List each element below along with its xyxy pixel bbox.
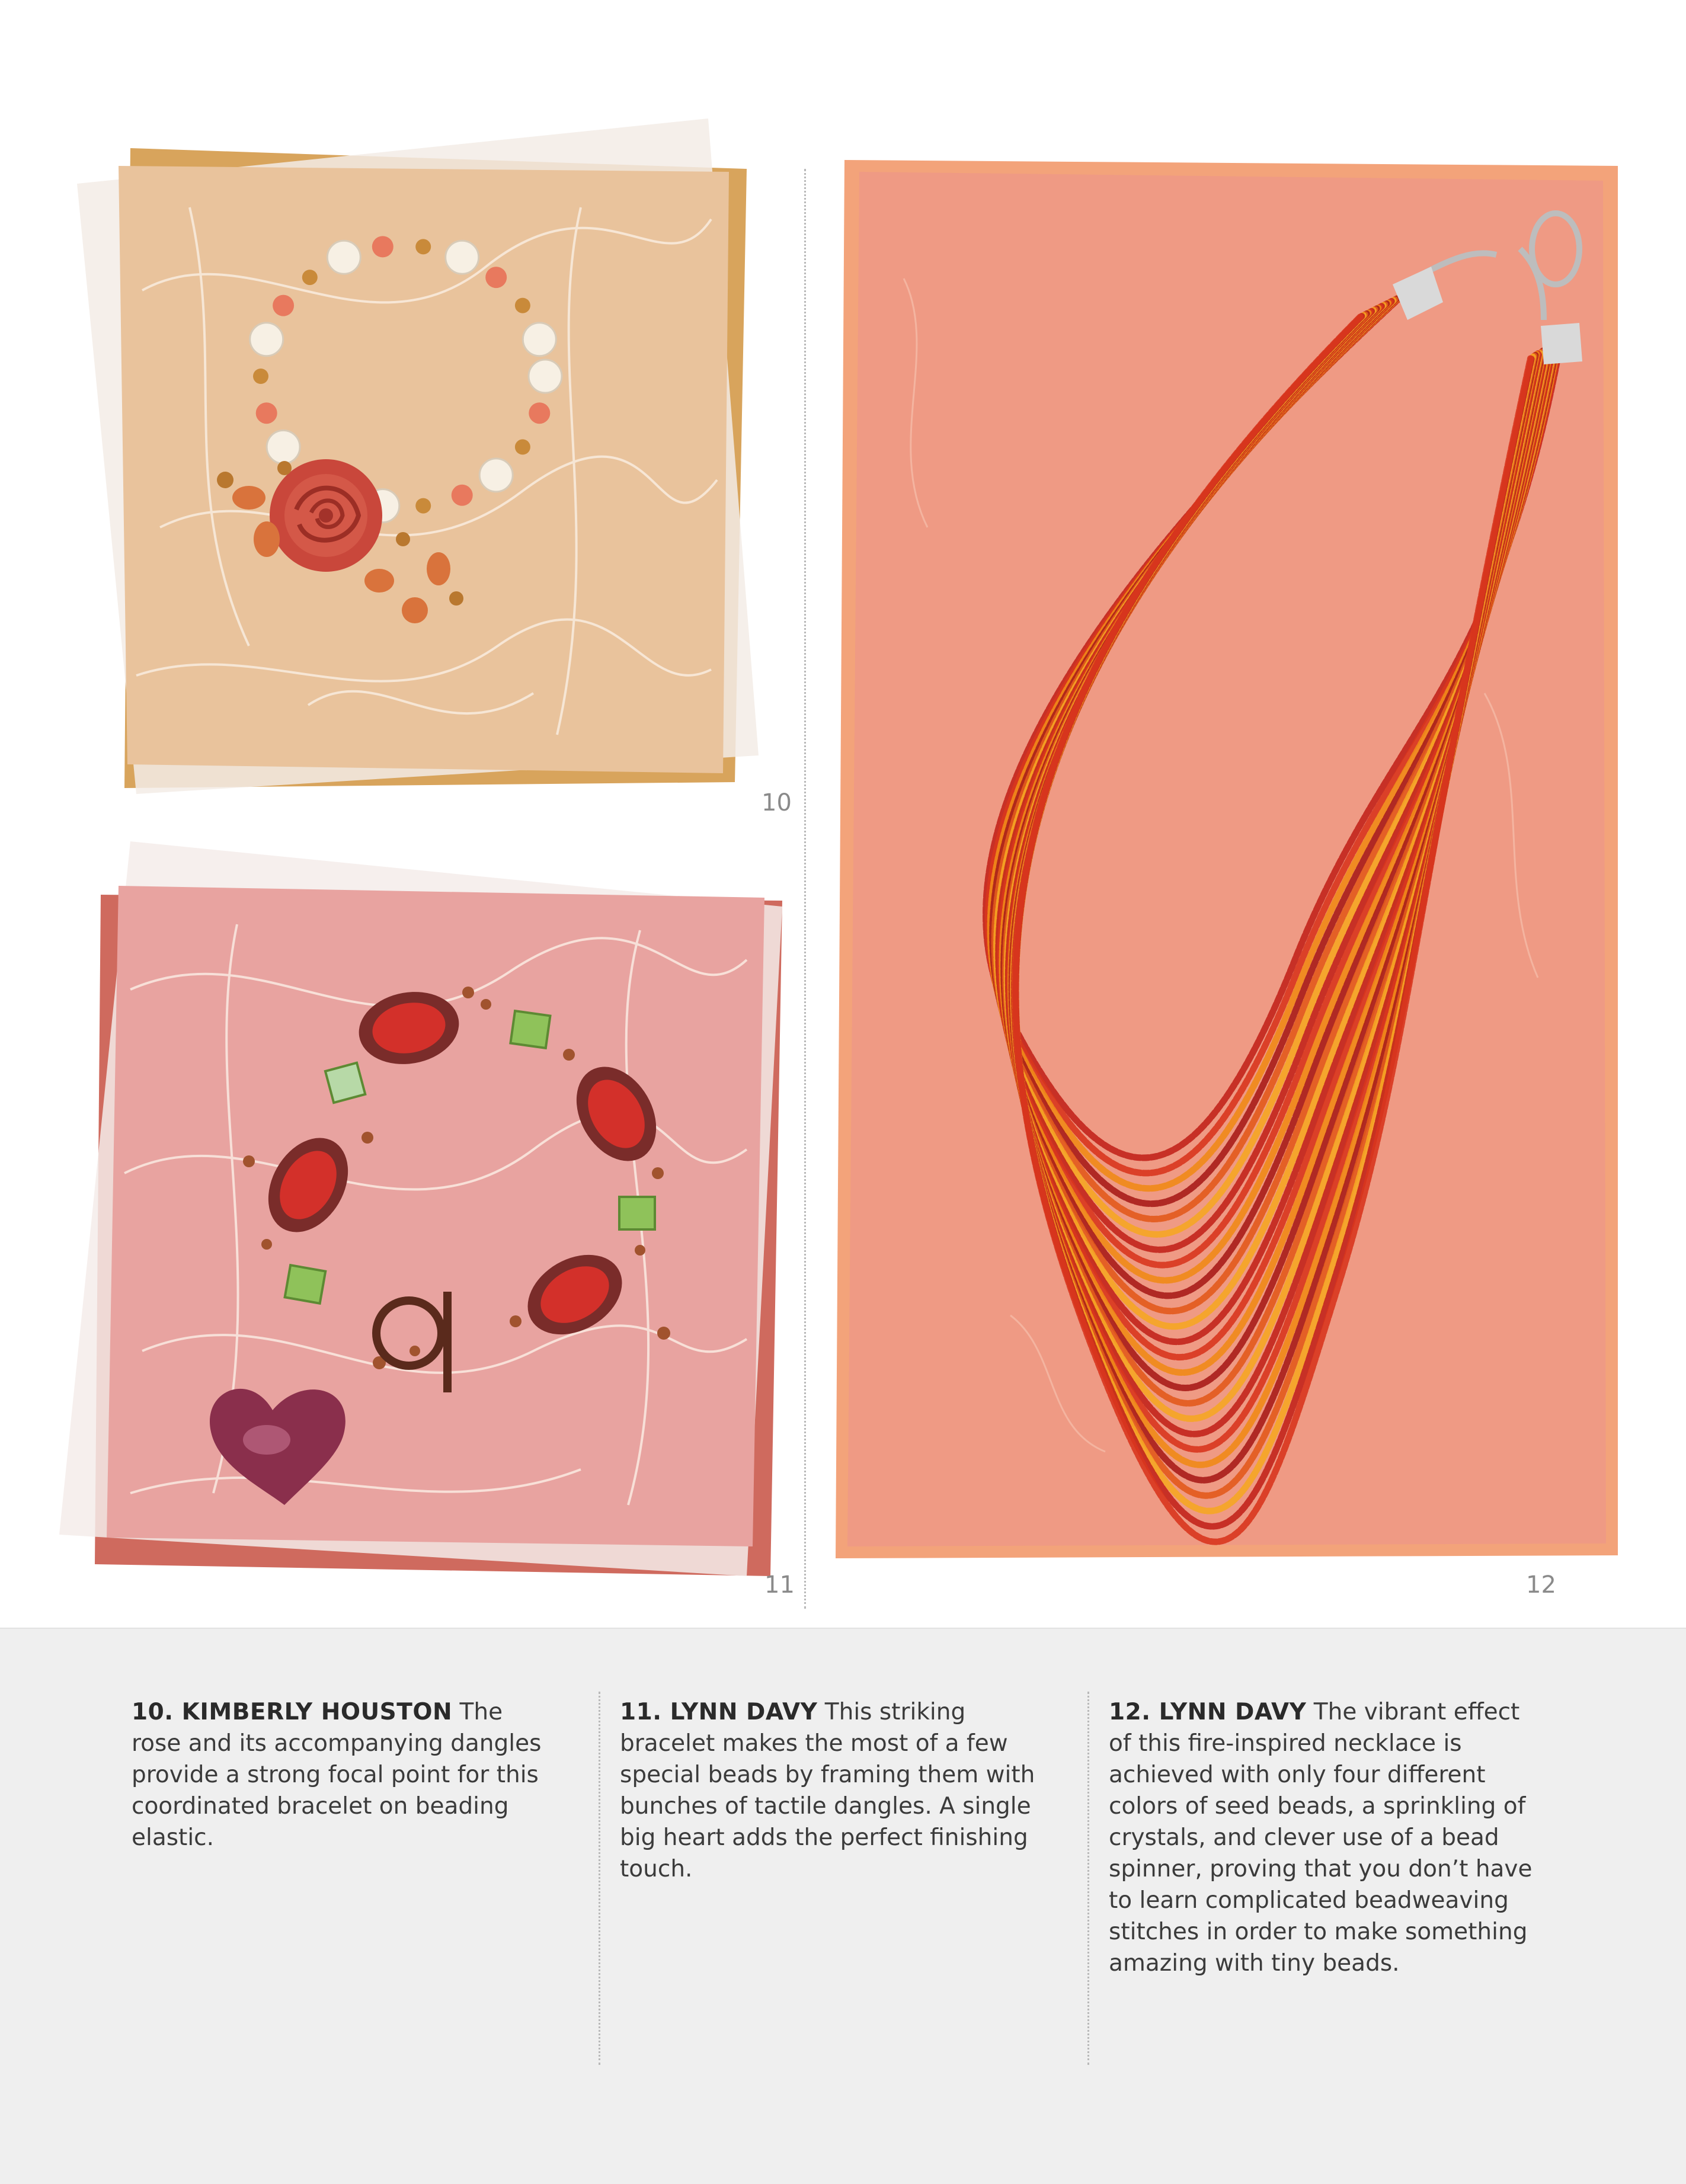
bracelet-bead xyxy=(256,402,277,424)
bracelet-bead xyxy=(415,239,431,254)
bracelet-bead xyxy=(253,369,268,384)
bracelet-bead xyxy=(515,439,530,454)
bracelet-bead xyxy=(415,498,431,514)
caption-10 xyxy=(132,1696,558,1853)
bracelet-bead xyxy=(485,267,507,288)
bracelet-bead xyxy=(479,459,513,492)
photo-divider xyxy=(804,169,806,1609)
bracelet-bead xyxy=(273,295,294,316)
bracelet-bead xyxy=(529,360,562,393)
caption-11 xyxy=(620,1696,1047,1885)
photo-number-12: 12 xyxy=(1526,1571,1556,1599)
photo-number-10: 10 xyxy=(762,789,792,816)
bracelet-bead xyxy=(446,241,479,274)
photo-number-11: 11 xyxy=(764,1571,795,1599)
bracelet-bead xyxy=(529,402,550,424)
photo-11-red-bead-bracelet xyxy=(59,841,794,1582)
caption-11-text: This striking bracelet makes the most of a few special beads by framing them with bunches of tactile dangles. A single big heart adds the perfect finishing touch. xyxy=(620,1699,1035,1882)
caption-12 xyxy=(1109,1696,1535,1979)
caption-divider-2 xyxy=(1087,1692,1089,2065)
bracelet-bead xyxy=(302,270,318,285)
caption-divider-1 xyxy=(599,1692,600,2065)
photo-10-rose-bracelet xyxy=(71,113,759,800)
bracelet-bead xyxy=(452,485,473,506)
caption-11-name: 11. LYNN DAVY xyxy=(620,1699,818,1725)
bracelet-bead xyxy=(327,241,360,274)
bracelet-bead xyxy=(250,323,283,356)
bracelet-bead xyxy=(267,430,300,463)
bracelet-bead xyxy=(523,323,556,356)
caption-12-text: The vibrant effect of this fire-inspired necklace is achieved with only four different colors of seed beads, a sprinkling of crystals, and clever use of a bead spinner, proving that you don’t have to learn complicated beadweaving stitches in order to make something amazing with tiny beads. xyxy=(1109,1699,1533,1977)
caption-10-name: 10. KIMBERLY HOUSTON xyxy=(132,1699,453,1725)
bracelet-bead xyxy=(372,236,393,257)
caption-10-text: The rose and its accompanying dangles provide a strong focal point for this coordinated bracelet on beading elastic. xyxy=(132,1699,542,1851)
bracelet-bead xyxy=(515,298,530,313)
photo-12-seed-bead-necklace xyxy=(833,160,1621,1564)
caption-12-name: 12. LYNN DAVY xyxy=(1109,1699,1307,1725)
